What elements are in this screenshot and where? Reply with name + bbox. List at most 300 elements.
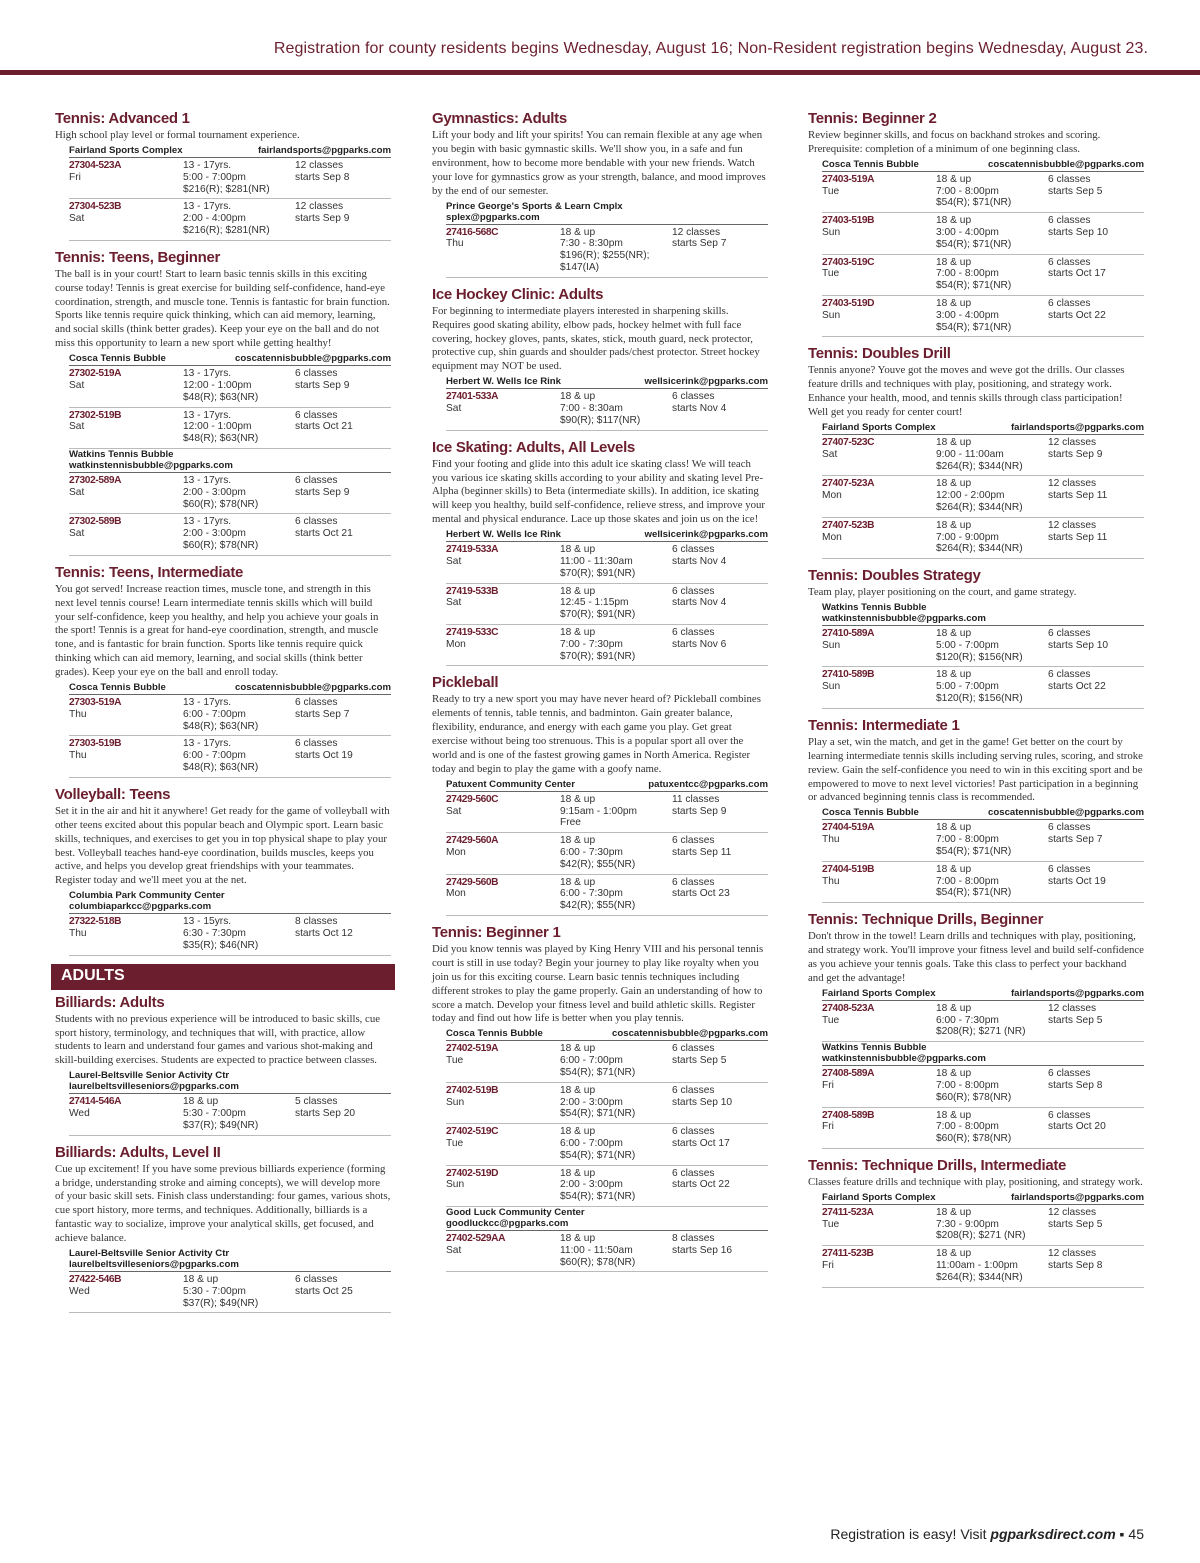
activity-code-link[interactable]: 27416-568C — [446, 226, 499, 238]
session-classes: 6 classes — [295, 738, 338, 750]
session-classes: 12 classes — [1048, 1206, 1097, 1218]
session-classes: 6 classes — [1048, 863, 1091, 875]
session-table — [446, 779, 768, 916]
session-table — [69, 1070, 391, 1135]
session-time: 3:00 - 4:00pm — [936, 227, 999, 238]
course-description: High school play level or formal tournament experience. — [55, 129, 300, 141]
session-fee: $120(R); $156(NR) — [936, 651, 1023, 663]
session-start: starts Sep 5 — [672, 1055, 727, 1067]
session-schedule-cell — [295, 1096, 391, 1131]
session-table — [69, 353, 391, 556]
activity-code-link[interactable]: 27402-519C — [446, 1126, 499, 1138]
session-details-cell — [936, 864, 1048, 899]
activity-code-link[interactable]: 27402-519D — [446, 1167, 499, 1179]
session-details-cell — [560, 1126, 672, 1161]
session-time: 7:30 - 9:00pm — [936, 1218, 999, 1230]
session-classes: 6 classes — [672, 391, 715, 403]
session-age: 18 & up — [560, 544, 596, 556]
session-row — [822, 1066, 1144, 1107]
activity-code-link[interactable]: 27403-519D — [822, 297, 875, 309]
activity-code-link[interactable]: 27422-546B — [69, 1274, 122, 1286]
session-fee: $120(R); $156(NR) — [936, 693, 1023, 705]
session-classes: 6 classes — [672, 1084, 715, 1096]
session-time: 6:00 - 7:00pm — [183, 750, 246, 762]
session-start: starts Sep 20 — [295, 1108, 356, 1120]
activity-code-link[interactable]: 27302-519A — [69, 368, 122, 380]
session-schedule-cell — [1048, 1003, 1144, 1038]
location-email-link[interactable]: coscatennisbubble@pgparks.com — [235, 682, 391, 694]
session-table — [822, 602, 1144, 709]
session-details-cell — [183, 916, 295, 951]
session-day: Sat — [446, 805, 462, 817]
session-fee: $54(R); $71(NR) — [560, 1149, 636, 1161]
session-row — [822, 626, 1144, 667]
session-day: Thu — [822, 875, 840, 887]
activity-code-link[interactable]: 27302-519B — [69, 409, 122, 421]
session-table — [446, 529, 768, 666]
session-row — [822, 172, 1144, 213]
column-1 — [55, 110, 391, 1321]
session-fee: $37(R); $49(NR) — [183, 1119, 259, 1131]
session-fee: $54(R); $71(NR) — [560, 1108, 636, 1120]
session-fee: $70(R); $91(NR) — [560, 650, 636, 662]
session-code-cell — [822, 437, 936, 472]
activity-code-link[interactable]: 27402-519B — [446, 1084, 499, 1096]
session-start: starts Oct 22 — [1048, 309, 1106, 321]
session-schedule-cell — [672, 1126, 768, 1161]
location-email-link[interactable]: goodluckcc@pgparks.com — [446, 1217, 569, 1229]
session-fee: $48(R); $63(NR) — [183, 720, 259, 732]
session-row — [69, 1272, 391, 1313]
session-start: starts Sep 5 — [1048, 1014, 1103, 1026]
session-code-cell — [69, 738, 183, 773]
session-classes: 6 classes — [1048, 669, 1091, 681]
session-fee: $48(R); $63(NR) — [183, 391, 259, 403]
session-details-cell — [560, 544, 672, 579]
activity-code-link[interactable]: 27303-519B — [69, 738, 122, 750]
location-email-link[interactable]: laurelbeltsvilleseniors@pgparks.com — [69, 1259, 239, 1271]
session-start: starts Oct 20 — [1048, 1121, 1106, 1133]
session-fee: $54(R); $71(NR) — [936, 321, 1012, 333]
location-header — [446, 1028, 768, 1041]
session-start: starts Oct 21 — [295, 528, 353, 540]
session-age: 18 & up — [560, 1084, 596, 1096]
location-email-link[interactable]: coscatennisbubble@pgparks.com — [988, 158, 1144, 170]
session-classes: 6 classes — [672, 544, 715, 556]
location-name: Laurel-Beltsville Senior Activity Ctr — [69, 1070, 230, 1082]
session-time: 9:00 - 11:00am — [936, 448, 1004, 460]
location-header — [822, 807, 1144, 820]
activity-code-link[interactable]: 27303-519A — [69, 697, 122, 709]
session-schedule-cell — [295, 916, 391, 951]
course-description: You got served! Increase reaction times, muscle tone, and strength in this next level tennis course! Learn intermediate tennis skills which will build your self-confidence, keep you healthy, and help you achieve your goals in the sport! Tennis is a great for hand-eye coordination, strength, and muscle tone, and is fantastic for brain function. Sports like tennis require quick thinking which can aid memory, learning, and social skills (think better grades). Keep your eye on the ball and enroll today. — [55, 582, 379, 679]
session-time: 7:00 - 8:00pm — [936, 875, 999, 887]
session-row — [69, 199, 391, 240]
session-age: 18 & up — [936, 437, 972, 448]
session-age: 18 & up — [560, 793, 596, 805]
session-classes: 12 classes — [672, 226, 721, 238]
location-email-link[interactable]: wellsicerink@pgparks.com — [644, 529, 768, 541]
location-header — [446, 779, 768, 792]
location-email-link[interactable]: coscatennisbubble@pgparks.com — [988, 807, 1144, 819]
location-header — [822, 602, 1144, 626]
session-age: 18 & up — [560, 391, 596, 403]
location-header — [822, 159, 1144, 172]
location-email-link[interactable]: coscatennisbubble@pgparks.com — [612, 1028, 768, 1040]
session-day: Sun — [822, 639, 841, 651]
session-start: starts Sep 10 — [1048, 227, 1109, 238]
session-age: 13 - 17yrs. — [183, 368, 232, 380]
session-day: Tue — [446, 1055, 464, 1067]
session-details-cell — [183, 697, 295, 732]
session-classes: 6 classes — [1048, 628, 1091, 640]
session-schedule-cell — [295, 201, 391, 236]
session-row — [69, 914, 391, 955]
header-rule — [0, 70, 1200, 75]
session-time: 5:30 - 7:00pm — [183, 1285, 246, 1297]
course-title: Ice Hockey Clinic: Adults — [432, 285, 604, 303]
session-fee: $54(R); $71(NR) — [936, 197, 1012, 209]
activity-code-link[interactable]: 27429-560A — [446, 835, 499, 847]
session-age: 13 - 17yrs. — [183, 516, 232, 528]
course-title: Volleyball: Teens — [55, 785, 171, 803]
course-description: The ball is in your court! Start to learn basic tennis skills in this exciting course today! Tennis is great exercise for building self-confidence, hand-eye coordination, strength, and muscle tone. Tennis is fantastic for brain function. Sports like tennis require quick thinking, which can aid memory, learning, and social skills (think better grades). Keep your eye on the ball and do not miss this opportunity to learn a new sport while getting healthy! — [55, 267, 390, 350]
activity-code-link[interactable]: 27419-533C — [446, 626, 499, 638]
session-fee: $60(R); $78(NR) — [183, 498, 259, 510]
session-fee: $60(R); $78(NR) — [183, 539, 259, 551]
course-section — [432, 924, 768, 1272]
activity-code-link[interactable]: 27403-519B — [822, 215, 875, 227]
session-age: 18 & up — [936, 628, 972, 640]
course-title: Tennis: Beginner 2 — [808, 110, 937, 127]
activity-code-link[interactable]: 27408-589A — [822, 1068, 875, 1080]
session-classes: 6 classes — [1048, 173, 1091, 185]
activity-code-link[interactable]: 27429-560C — [446, 793, 499, 805]
activity-code-link[interactable]: 27429-560B — [446, 876, 499, 888]
location-header — [69, 449, 391, 473]
activity-code-link[interactable]: 27402-519A — [446, 1043, 499, 1055]
session-day: Mon — [446, 888, 466, 900]
course-section — [55, 786, 391, 956]
session-schedule-cell — [1048, 298, 1144, 333]
session-start: starts Oct 19 — [295, 750, 353, 762]
session-code-cell — [822, 822, 936, 857]
course-section — [55, 994, 391, 1136]
session-row — [822, 476, 1144, 517]
session-age: 18 & up — [560, 226, 596, 238]
session-age: 18 & up — [936, 1248, 972, 1260]
session-time: 7:00 - 8:00pm — [936, 1121, 999, 1133]
session-fee: $216(R); $281(NR) — [183, 224, 270, 236]
location-email-link[interactable]: splex@pgparks.com — [446, 211, 540, 223]
location-email-link[interactable]: fairlandsports@pgparks.com — [1010, 1191, 1144, 1203]
activity-code-link[interactable]: 27302-589B — [69, 516, 122, 528]
activity-code-link[interactable]: 27411-523B — [822, 1248, 874, 1260]
session-fee: $264(R); $344(NR) — [936, 501, 1023, 513]
session-classes: 5 classes — [295, 1096, 338, 1108]
location-email-link[interactable]: fairlandsports@pgparks.com — [1010, 987, 1144, 999]
session-start: starts Sep 5 — [1048, 1218, 1103, 1230]
session-day: Sat — [822, 448, 838, 460]
activity-code-link[interactable]: 27408-589B — [822, 1109, 875, 1121]
activity-code-link[interactable]: 27419-533B — [446, 585, 499, 597]
location-email-link[interactable]: wellsicerink@pgparks.com — [644, 376, 768, 388]
session-age: 18 & up — [560, 585, 596, 597]
location-email-link[interactable]: watkinstennisbubble@pgparks.com — [69, 459, 233, 471]
session-time: 7:00 - 7:30pm — [560, 638, 623, 650]
session-day: Sun — [822, 309, 841, 321]
activity-code-link[interactable]: 27419-533A — [446, 544, 499, 556]
location-email-link[interactable]: laurelbeltsvilleseniors@pgparks.com — [69, 1081, 239, 1093]
activity-code-link[interactable]: 27304-523B — [69, 201, 122, 213]
session-age: 13 - 17yrs. — [183, 201, 232, 213]
session-age: 18 & up — [936, 478, 972, 490]
course-section — [808, 911, 1144, 1149]
session-code-cell — [446, 1085, 560, 1120]
course-title: Tennis: Beginner 1 — [432, 923, 561, 941]
course-description: Don't throw in the towel! Learn drills and techniques with play, positioning, and strategy work. You'll improve your fitness level and build self-confidence as you achieve your tennis goals. Take this class to perfect your backhand and get the advantage! — [808, 930, 1144, 984]
course-title: Ice Skating: Adults, All Levels — [432, 438, 635, 456]
session-classes: 12 classes — [1048, 519, 1097, 531]
session-start: starts Nov 6 — [672, 638, 727, 650]
session-code-cell — [822, 257, 936, 292]
session-age: 18 & up — [936, 1068, 972, 1080]
session-day: Mon — [446, 638, 466, 650]
session-start: starts Sep 8 — [1048, 1079, 1103, 1091]
session-schedule-cell — [1048, 669, 1144, 704]
session-fee: $54(R); $71(NR) — [936, 280, 1012, 292]
session-table — [822, 159, 1144, 338]
session-classes: 6 classes — [295, 516, 338, 528]
location-email-link[interactable]: columbiaparkcc@pgparks.com — [69, 901, 212, 913]
session-classes: 6 classes — [672, 835, 715, 847]
session-code-cell — [446, 1126, 560, 1161]
session-classes: 6 classes — [1048, 1109, 1091, 1121]
session-schedule-cell — [1048, 215, 1144, 250]
session-row — [822, 435, 1144, 476]
session-row — [822, 862, 1144, 903]
session-details-cell — [183, 368, 295, 403]
session-details-cell — [936, 1248, 1048, 1283]
session-row — [822, 255, 1144, 296]
session-time: 6:00 - 7:00pm — [183, 708, 246, 720]
session-day: Fri — [822, 1260, 834, 1272]
session-day: Tue — [822, 185, 840, 197]
session-start: starts Sep 9 — [295, 379, 350, 391]
location-header — [446, 529, 768, 542]
session-fee: $35(R); $46(NR) — [183, 939, 259, 951]
course-title: Billiards: Adults — [55, 993, 165, 1011]
activity-code-link[interactable]: 27404-519B — [822, 863, 875, 875]
session-details-cell — [936, 1003, 1048, 1038]
location-name: Herbert W. Wells Ice Rink — [446, 529, 561, 541]
session-code-cell — [69, 410, 183, 445]
session-age: 18 & up — [560, 1043, 596, 1055]
session-schedule-cell — [672, 627, 768, 662]
activity-code-link[interactable]: 27304-523A — [69, 159, 122, 171]
session-age: 13 - 17yrs. — [183, 738, 232, 750]
course-description: Tennis anyone? Youve got the moves and weve got the drills. Our classes feature drills and techniques with play, positioning, and strategy work. Enhance your health, mood, and tennis skills through class participation! Well get you ready for center court! — [808, 364, 1125, 419]
activity-code-link[interactable]: 27404-519A — [822, 822, 875, 834]
location-header — [69, 682, 391, 695]
session-row — [446, 584, 768, 625]
course-title: Tennis: Technique Drills, Beginner — [808, 911, 1044, 929]
session-row — [446, 833, 768, 874]
session-classes: 12 classes — [1048, 437, 1097, 448]
session-details-cell — [936, 174, 1048, 209]
session-code-cell — [822, 864, 936, 899]
session-row — [69, 158, 391, 199]
session-row — [822, 518, 1144, 559]
session-start: starts Oct 21 — [295, 421, 353, 433]
session-day: Wed — [69, 1285, 90, 1297]
location-header — [69, 145, 391, 158]
session-schedule-cell — [295, 410, 391, 445]
session-fee: $208(R); $271 (NR) — [936, 1026, 1026, 1038]
session-classes: 6 classes — [295, 368, 338, 380]
location-email-link[interactable]: watkinstennisbubble@pgparks.com — [822, 1053, 986, 1065]
course-section — [432, 439, 768, 667]
activity-code-link[interactable]: 27410-589A — [822, 628, 875, 640]
session-day: Sat — [446, 555, 462, 567]
activity-code-link[interactable]: 27410-589B — [822, 669, 875, 681]
activity-code-link[interactable]: 27322-518B — [69, 916, 122, 928]
session-age: 18 & up — [560, 1232, 596, 1244]
session-code-cell — [822, 1207, 936, 1242]
location-header — [822, 988, 1144, 1001]
session-day: Thu — [446, 238, 464, 250]
activity-code-link[interactable]: 27403-519C — [822, 256, 875, 268]
session-classes: 6 classes — [1048, 822, 1091, 834]
session-classes: 6 classes — [295, 474, 338, 486]
session-details-cell — [183, 410, 295, 445]
session-details-cell — [560, 1085, 672, 1120]
session-details-cell — [936, 628, 1048, 663]
course-description: Team play, player positioning on the court, and game strategy. — [808, 586, 1077, 599]
session-start: starts Sep 16 — [672, 1244, 733, 1256]
session-row — [69, 473, 391, 514]
activity-code-link[interactable]: 27407-523B — [822, 519, 875, 531]
activity-code-link[interactable]: 27407-523A — [822, 478, 875, 490]
session-code-cell — [446, 794, 560, 829]
session-start: starts Sep 9 — [295, 486, 350, 498]
session-day: Sun — [446, 1096, 465, 1108]
location-header — [446, 376, 768, 389]
session-details-cell — [183, 475, 295, 510]
course-title: Gymnastics: Adults — [432, 110, 567, 127]
activity-code-link[interactable]: 27407-523C — [822, 437, 875, 448]
column-2 — [432, 110, 768, 1280]
session-code-cell — [446, 1168, 560, 1203]
session-fee: $42(R); $55(NR) — [560, 900, 636, 912]
session-classes: 6 classes — [672, 876, 715, 888]
session-details-cell — [936, 215, 1048, 250]
session-start: starts Nov 4 — [672, 555, 727, 567]
location-email-link[interactable]: watkinstennisbubble@pgparks.com — [822, 613, 986, 625]
location-header — [69, 1070, 391, 1094]
session-schedule-cell — [672, 877, 768, 912]
session-start: starts Oct 22 — [1048, 681, 1106, 693]
session-classes: 6 classes — [1048, 297, 1091, 309]
session-code-cell — [822, 1248, 936, 1283]
session-classes: 6 classes — [295, 1274, 338, 1286]
session-start: starts Oct 23 — [672, 888, 730, 900]
session-classes: 12 classes — [295, 201, 344, 213]
activity-code-link[interactable]: 27408-523A — [822, 1002, 875, 1014]
location-email-link[interactable]: coscatennisbubble@pgparks.com — [235, 353, 391, 365]
session-row — [446, 1083, 768, 1124]
session-code-cell — [446, 1043, 560, 1078]
location-email-link[interactable]: fairlandsports@pgparks.com — [1010, 422, 1144, 433]
session-row — [822, 213, 1144, 254]
session-code-cell — [446, 627, 560, 662]
session-schedule-cell — [1048, 628, 1144, 663]
session-details-cell — [183, 738, 295, 773]
session-day: Fri — [69, 171, 81, 183]
location-name: Laurel-Beltsville Senior Activity Ctr — [69, 1248, 230, 1260]
course-title: Tennis: Teens, Intermediate — [55, 563, 244, 581]
course-section — [808, 717, 1144, 903]
session-code-cell — [69, 201, 183, 236]
location-email-link[interactable]: fairlandsports@pgparks.com — [257, 144, 391, 156]
session-day: Tue — [822, 1218, 840, 1230]
location-email-link[interactable]: patuxentcc@pgparks.com — [648, 778, 768, 790]
activity-code-link[interactable]: 27302-589A — [69, 474, 122, 486]
activity-code-link[interactable]: 27402-529AA — [446, 1232, 506, 1244]
footer-prefix: Registration is easy! Visit — [830, 1526, 991, 1542]
course-title: Tennis: Intermediate 1 — [808, 716, 960, 734]
session-details-cell — [560, 586, 672, 621]
course-description: Classes feature drills and technique with play, positioning, and strategy work. — [808, 1175, 1143, 1188]
session-day: Sun — [822, 227, 841, 238]
session-details-cell — [183, 516, 295, 551]
session-fee: $60(R); $78(NR) — [936, 1133, 1012, 1145]
session-time: 2:00 - 3:00pm — [560, 1179, 623, 1191]
session-details-cell — [936, 257, 1048, 292]
session-table — [69, 890, 391, 955]
session-day: Fri — [822, 1121, 834, 1133]
session-classes: 12 classes — [295, 159, 344, 171]
course-section — [55, 249, 391, 556]
session-time: 7:00 - 8:00pm — [936, 834, 999, 846]
session-age: 18 & up — [560, 626, 596, 638]
session-code-cell — [822, 1068, 936, 1103]
session-schedule-cell — [295, 516, 391, 551]
session-start: starts Oct 12 — [295, 928, 353, 940]
session-table — [446, 201, 768, 278]
activity-code-link[interactable]: 27403-519A — [822, 173, 875, 185]
session-details-cell — [560, 627, 672, 662]
location-header — [446, 1207, 768, 1231]
session-schedule-cell — [672, 1233, 768, 1268]
activity-code-link[interactable]: 27401-533A — [446, 391, 499, 403]
session-classes: 6 classes — [1048, 215, 1091, 227]
session-fee: $216(R); $281(NR) — [183, 183, 270, 195]
session-row — [822, 1108, 1144, 1149]
course-description: For beginning to intermediate players interested in sharpening skills. Requires good skating ability, elbow pads, hockey helmet with full face covering, hockey gloves, pants, skates, stick, mouth guard, neck protector, protective cup, shin guards and shoulder pads/chest protector. Street hockey equipment may NOT be used. — [432, 304, 760, 373]
course-section — [432, 286, 768, 431]
session-time: 6:00 - 7:00pm — [560, 1137, 623, 1149]
session-schedule-cell — [1048, 1248, 1144, 1283]
session-details-cell — [936, 437, 1048, 472]
session-code-cell — [822, 1110, 936, 1145]
location-name: Columbia Park Community Center — [69, 890, 225, 902]
session-code-cell — [446, 544, 560, 579]
activity-code-link[interactable]: 27414-546A — [69, 1096, 122, 1108]
session-row — [446, 1231, 768, 1272]
activity-code-link[interactable]: 27411-523A — [822, 1206, 874, 1218]
footer-site-link[interactable]: pgparksdirect.com — [990, 1526, 1116, 1542]
